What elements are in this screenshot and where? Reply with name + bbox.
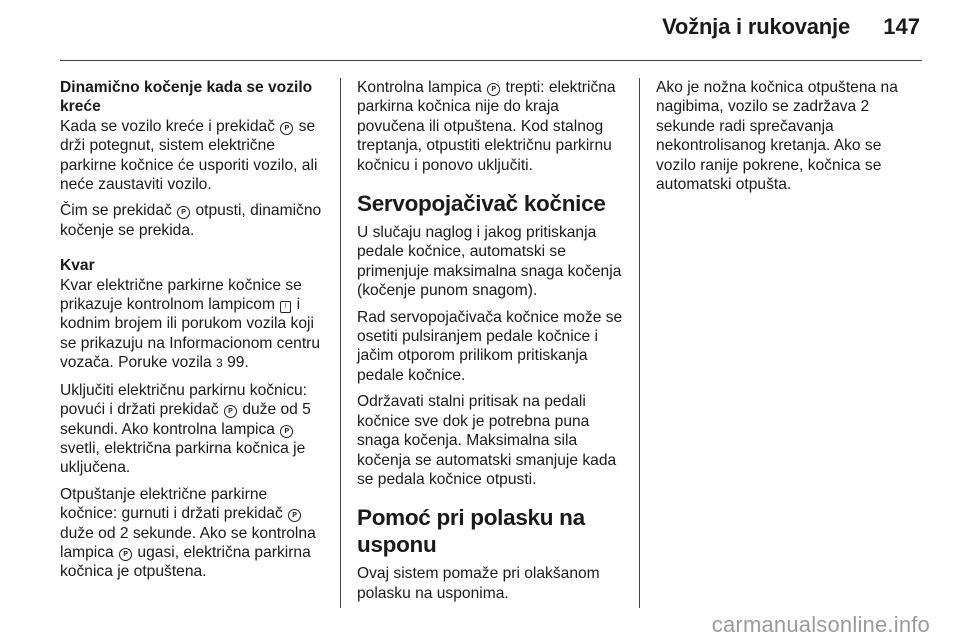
header-divider	[60, 60, 922, 61]
page-reference-icon: 3	[216, 356, 223, 371]
parking-brake-icon: P	[177, 206, 190, 219]
section-heading-fault: Kvar	[60, 257, 95, 275]
parking-brake-icon: P	[119, 548, 132, 561]
parking-brake-icon: P	[288, 509, 301, 522]
section-heading-brake-assist: Servopojačivač kočnice	[357, 191, 606, 217]
section-heading-hill-start-assist: Pomoć pri polasku na usponu	[357, 505, 585, 558]
parking-brake-icon: P	[487, 83, 500, 96]
paragraph: Kontrolna lampica P trepti: električna parkirna kočnica nije do kraja povučena ili otpuštena. Kod stalnog treptanja, otpustiti električnu parkirnu kočnicu i ponovo uključiti.	[357, 79, 616, 174]
parking-brake-icon: P	[280, 122, 293, 135]
paragraph: Kada se vozilo kreće i prekidač P se drži potegnut, sistem električne parkirne kočnice će usporiti vozilo, ali neće zaustaviti vozilo.	[60, 117, 318, 194]
paragraph: U slučaju naglog i jakog pritiskanja pedale kočnice, automatski se primenjuje maksimalna snaga kočenja (kočenje punom snagom).	[357, 224, 622, 300]
column-divider-1	[340, 78, 341, 608]
paragraph: Održavati stalni pritisak na pedali kočnice sve dok je potrebna puna snaga kočenja. Maksimalna sila kočenja se automatski smanjuje kada se pedala kočnice otpusti.	[357, 393, 617, 488]
paragraph: Ovaj sistem pomaže pri olakšanom polasku na usponima.	[357, 565, 600, 602]
paragraph: Uključiti električnu parkirnu kočnicu: povući i držati prekidač P duže od 5 sekundi. Ako kontrolna lampica P svetli, električna parkirna kočnica je uključena.	[60, 381, 311, 477]
paragraph: Ako je nožna kočnica otpuštena na nagibima, vozilo se zadržava 2 sekunde radi sprečavanja nekontrolisanog kretanja. Ako se vozilo ranije pokrene, kočnica se automatski otpušta.	[656, 79, 898, 194]
column-divider-2	[639, 78, 640, 608]
warning-lamp-icon: !	[280, 301, 291, 313]
page-header-title: Vožnja i rukovanje	[662, 14, 850, 39]
watermark: carmanualsonline.info	[711, 612, 930, 637]
parking-brake-icon: P	[280, 425, 293, 438]
paragraph: Rad servopojačivača kočnice može se osetiti pulsiranjem pedale kočnice i jačim otporom prilikom pritiskanja pedale kočnice.	[357, 308, 623, 384]
paragraph: Kvar električne parkirne kočnice se prikazuje kontrolnom lampicom ! i kodnim brojem ili porukom vozila koji se prikazuju na Informacionom centru vozača. Poruke vozila 3 99.	[60, 276, 321, 372]
page-number: 147	[883, 14, 920, 39]
section-heading-dynamic-braking: Dinamično kočenje kada se vozilo kreće	[60, 79, 313, 116]
paragraph: Čim se prekidač P otpusti, dinamično kočenje se prekida.	[60, 202, 322, 239]
column-1	[60, 78, 326, 589]
column-2	[357, 78, 625, 610]
column-3	[656, 78, 921, 201]
parking-brake-icon: P	[224, 405, 237, 418]
paragraph: Otpuštanje električne parkirne kočnice: gurnuti i držati prekidač P duže od 2 sekunde. Ako se kontrolna lampica P ugasi, električna parkirna kočnica je otpuštena.	[60, 485, 316, 581]
